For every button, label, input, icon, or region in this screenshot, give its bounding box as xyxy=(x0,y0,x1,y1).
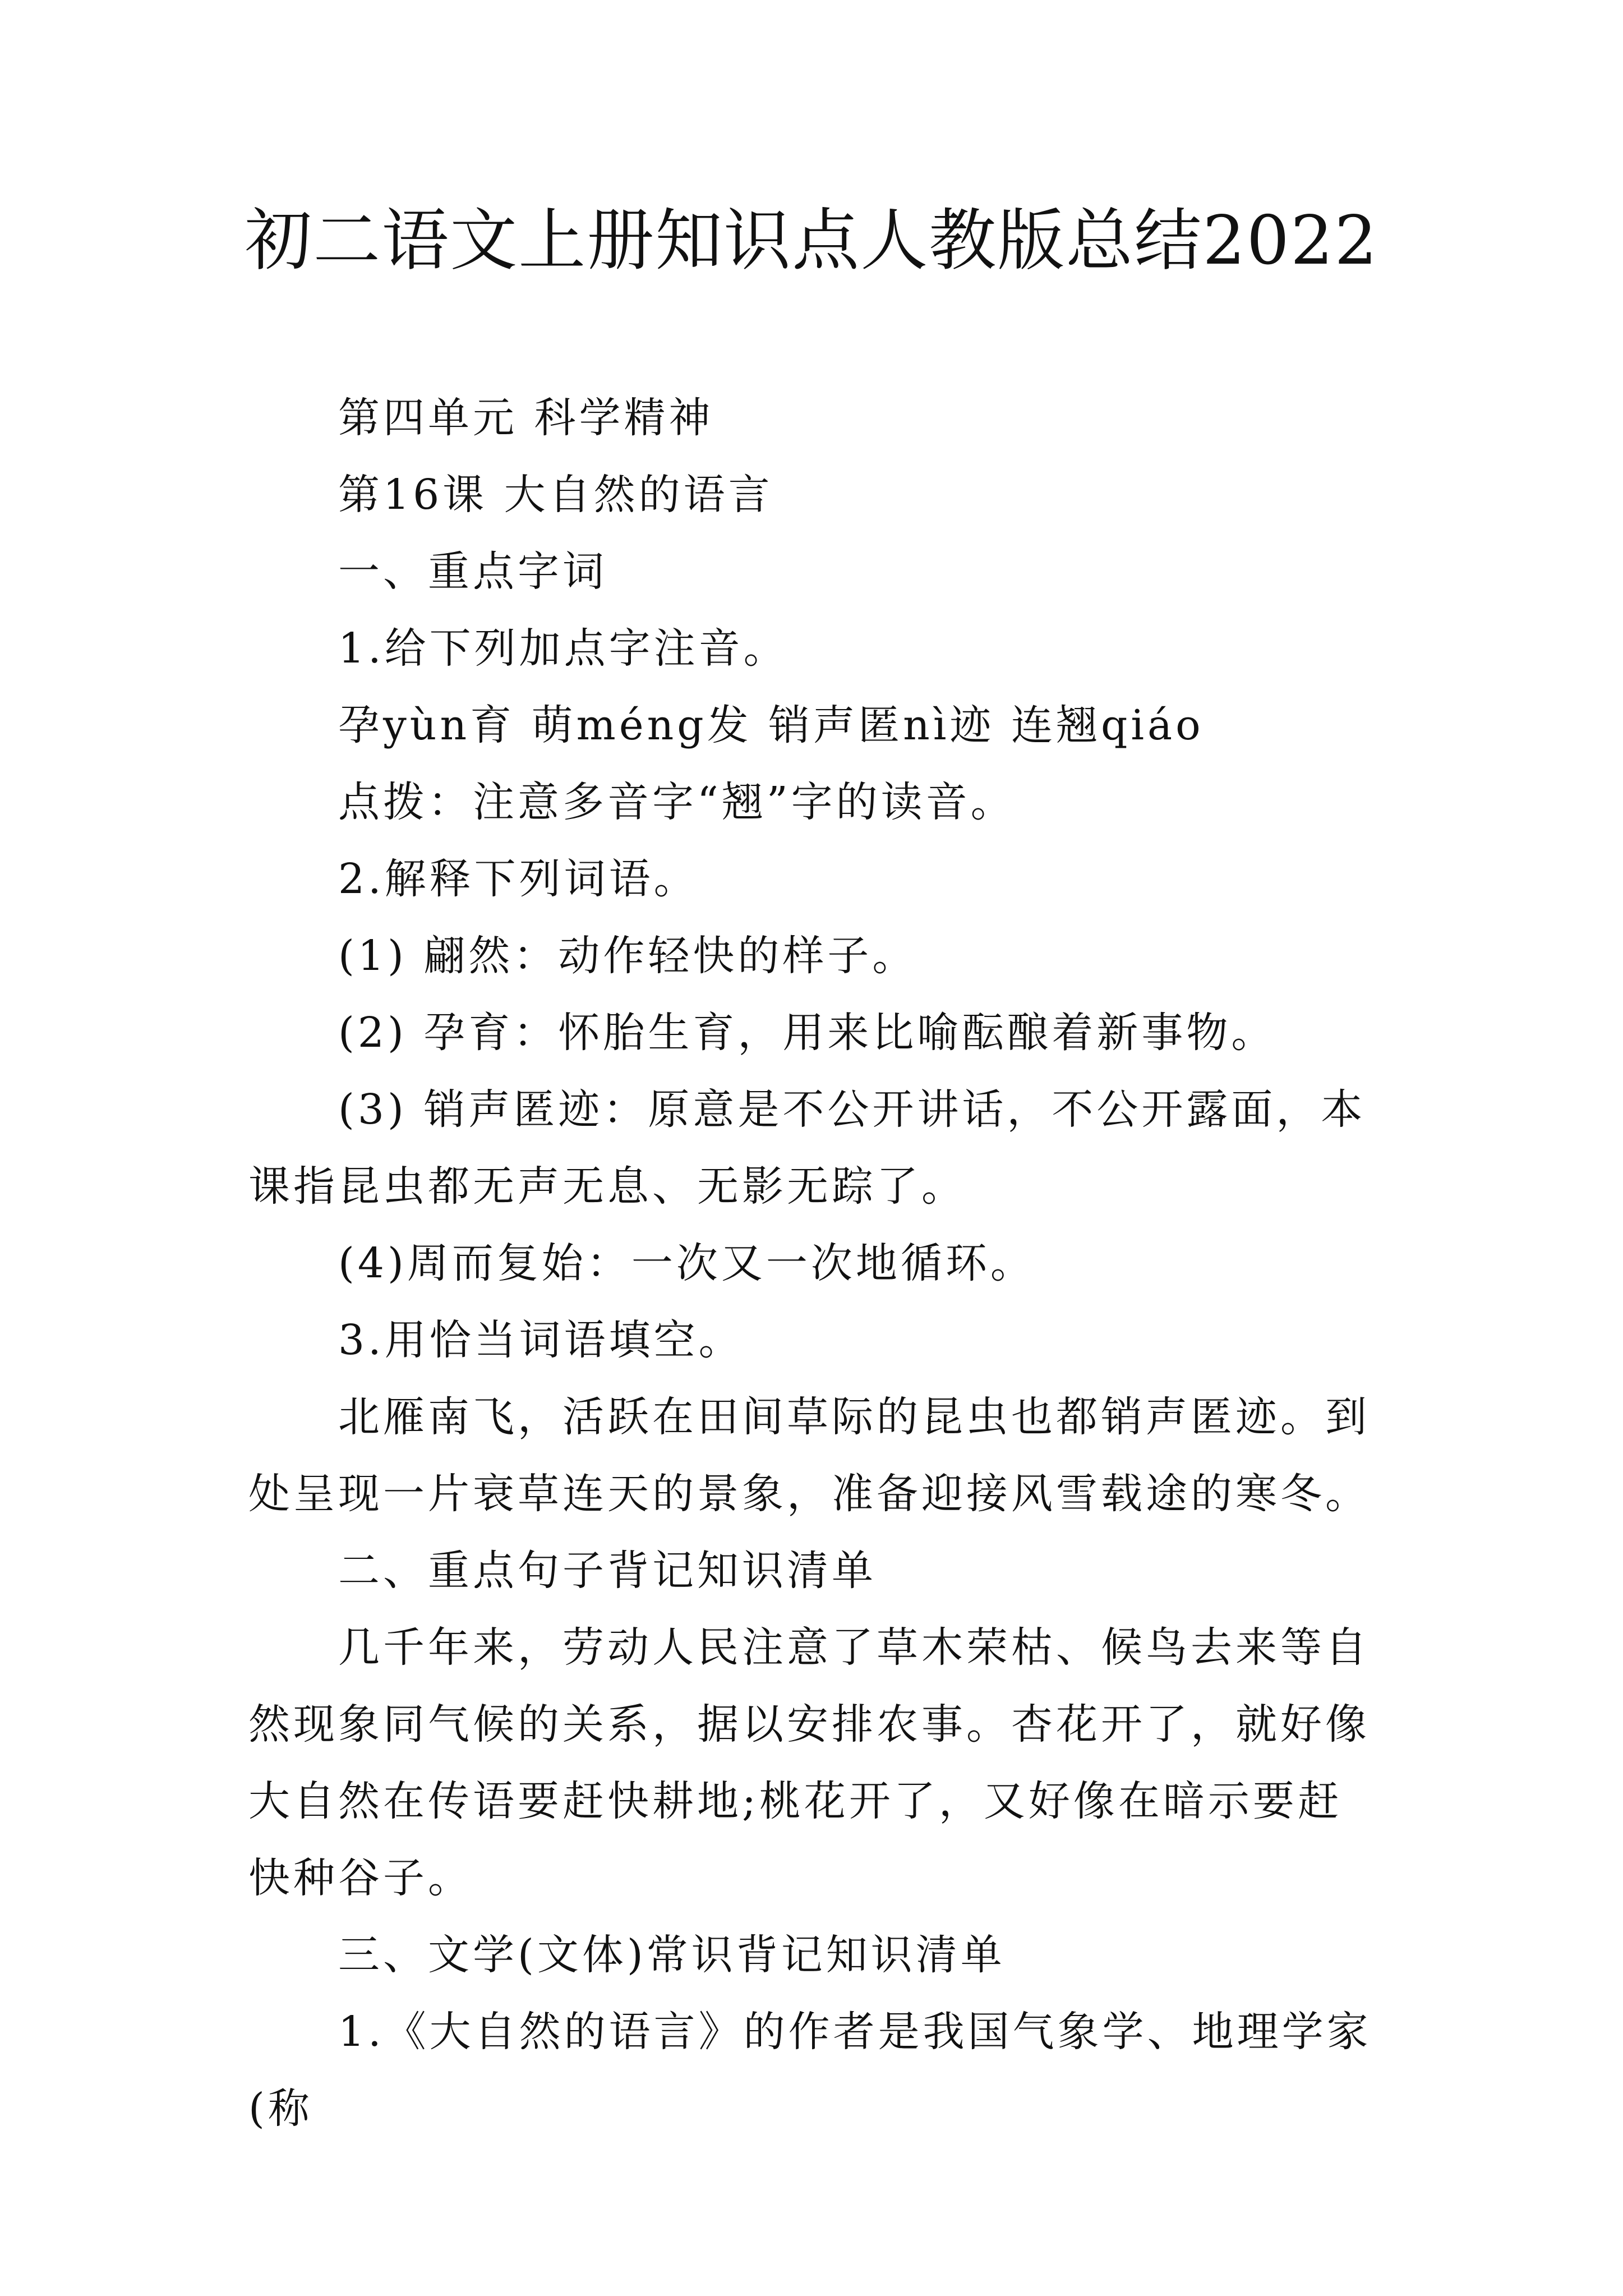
literature-item-1: 1.《大自然的语言》的作者是我国气象学、地理学家(称 xyxy=(248,2008,1372,2133)
pronunciation-tip: 点拨：注意多音字“翘”字的读音。 xyxy=(338,778,1016,826)
definition-3: (3) 销声匿迹：原意是不公开讲话，不公开露面，本课指昆虫都无声无息、无影无踪了。 xyxy=(248,1085,1366,1211)
section-heading-literature: 三、文学(文体)常识背记知识清单 xyxy=(338,1931,1006,1979)
section-heading-key-words: 一、重点字词 xyxy=(338,547,607,596)
pinyin-line: 孕yùn育 萌méng发 销声匿nì迹 连翘qiáo xyxy=(338,701,1204,749)
definition-4: (4)周而复始：一次又一次地循环。 xyxy=(338,1239,1035,1287)
definition-1: (1) 翩然：动作轻快的样子。 xyxy=(338,932,917,980)
document-title: 初二语文上册知识点人教版总结2022 xyxy=(245,202,1378,280)
definition-2: (2) 孕育：怀胎生育，用来比喻酝酿着新事物。 xyxy=(338,1009,1276,1057)
document-body xyxy=(248,380,1387,2147)
lesson-heading: 第16课 大自然的语言 xyxy=(338,471,773,519)
key-sentence-paragraph: 几千年来，劳动人民注意了草木荣枯、候鸟去来等自然现象同气候的关系，据以安排农事。杏花开了，就好像大自然在传语要赶快耕地;桃花开了，又好像在暗示要赶快种谷子。 xyxy=(248,1623,1370,1902)
fill-in-passage: 北雁南飞，活跃在田间草际的昆虫也都销声匿迹。到处呈现一片衰草连天的景象，准备迎接风雪载途的寒冬。 xyxy=(248,1393,1370,1518)
unit-heading: 第四单元 科学精神 xyxy=(338,394,714,442)
exercise-1-heading: 1.给下列加点字注音。 xyxy=(338,624,789,673)
section-heading-key-sentences: 二、重点句子背记知识清单 xyxy=(338,1547,877,1595)
exercise-3-heading: 3.用恰当词语填空。 xyxy=(338,1316,744,1364)
exercise-2-heading: 2.解释下列词语。 xyxy=(338,855,699,903)
